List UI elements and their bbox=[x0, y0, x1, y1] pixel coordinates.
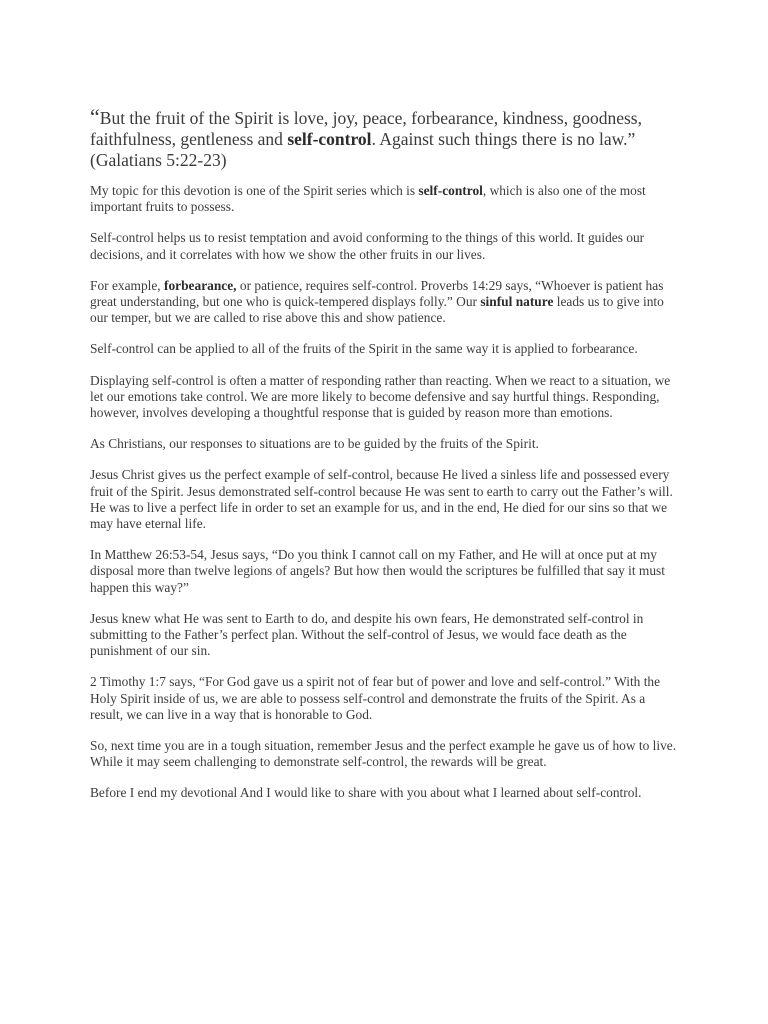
quote-text-part2: . Against such things there is no law.” (Galatians 5:22-23) bbox=[90, 129, 636, 170]
paragraph: As Christians, our responses to situations are to be guided by the fruits of the Spirit. bbox=[90, 436, 539, 452]
paragraph: In Matthew 26:53-54, Jesus says, “Do you think I cannot call on my Father, and He will at once put at my disposal more than twelve legions of angels? But how then would the scriptures be fulfilled that say it must happen this way?” bbox=[90, 547, 665, 595]
paragraph-text: My topic for this devotion is one of the Spirit series which is bbox=[90, 183, 419, 198]
paragraph: 2 Timothy 1:7 says, “For God gave us a spirit not of fear but of power and love and self-control.” With the Holy Spirit inside of us, we are able to possess self-control and demonstrate the fruits of the Spirit. As a result, we can live in a way that is honorable to God. bbox=[90, 674, 661, 722]
paragraph-topic bbox=[90, 183, 680, 215]
document-page bbox=[90, 104, 680, 817]
paragraph-text: leads us to give into our temper, but we are called to rise above this and show patience. bbox=[90, 294, 664, 326]
paragraph: Jesus Christ gives us the perfect example of self-control, because He lived a sinless life and possessed every fruit of the Spirit. Jesus demonstrated self-control because He was sent to earth to carry out the Father’s will. He was to live a perfect life in order to set an example for us, and in the end, He died for our sins so that we may have eternal life. bbox=[90, 467, 673, 532]
bold-term: self-control bbox=[418, 183, 483, 198]
quote-text-part1: But the fruit of the Spirit is love, joy, peace, forbearance, kindness, goodness, faithfulness, gentleness and bbox=[90, 108, 642, 149]
scripture-quote bbox=[90, 104, 680, 171]
paragraph: Displaying self-control is often a matter of responding rather than reacting. When we react to a situation, we let our emotions take control. We are more likely to become defensive and say hurtful things. Responding, however, involves developing a thoughtful response that is guided by reason more than emotions. bbox=[90, 372, 671, 421]
paragraph: Self-control can be applied to all of the fruits of the Spirit in the same way it is applied to forbearance. bbox=[90, 341, 638, 357]
paragraph: Self-control helps us to resist temptation and avoid conforming to the things of this world. It guides our decisions, and it correlates with how we show the other fruits in our lives. bbox=[90, 230, 645, 262]
paragraph-forbearance bbox=[90, 278, 680, 327]
paragraph-text: or patience, requires self-control. Proverbs 14:29 says, “Whoever is patient has great understanding, but one who is quick-tempered displays folly.” Our bbox=[90, 277, 664, 310]
quote-open-mark: “ bbox=[90, 104, 100, 129]
quote-bold-term: self-control bbox=[287, 129, 372, 149]
paragraph-text: For example, bbox=[90, 277, 165, 293]
paragraph: Jesus knew what He was sent to Earth to do, and despite his own fears, He demonstrated self-control in submitting to the Father’s perfect plan. Without the self-control of Jesus, we would face death as the punishment of our sin. bbox=[90, 610, 644, 659]
paragraph: Before I end my devotional And I would like to share with you about what I learned about self-control. bbox=[90, 785, 642, 801]
paragraph: So, next time you are in a tough situation, remember Jesus and the perfect example he gave us of how to live. While it may seem challenging to demonstrate self-control, the rewards will be great. bbox=[90, 738, 677, 770]
paragraph-text: , which is also one of the most important fruits to possess. bbox=[90, 183, 646, 215]
bold-term: forbearance, bbox=[164, 277, 237, 293]
bold-term: sinful nature bbox=[480, 294, 554, 310]
